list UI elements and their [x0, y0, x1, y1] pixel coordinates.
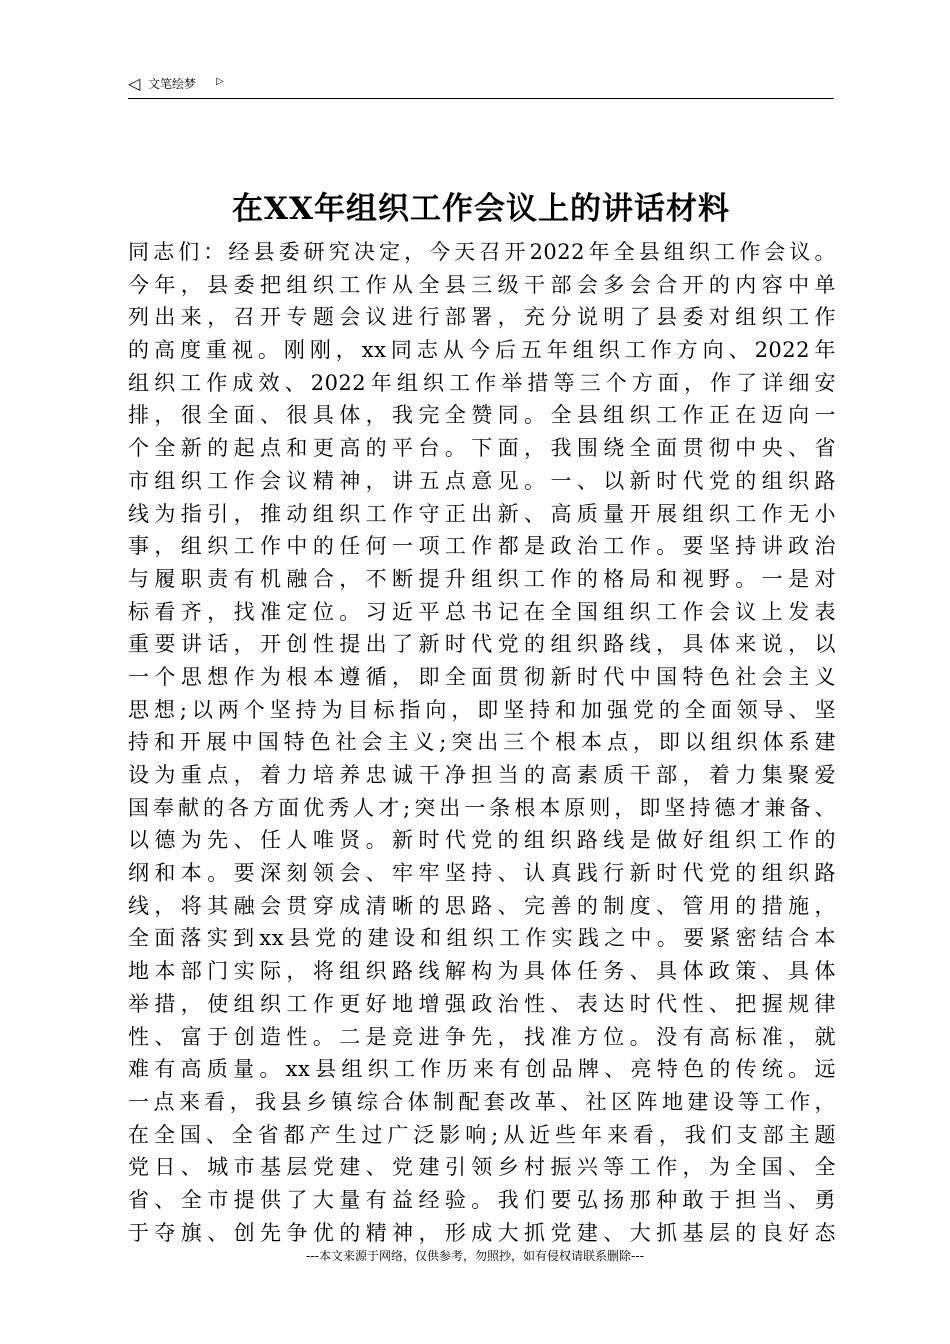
body-line: 个全新的起点和更高的平台。下面，我围绕全面贯彻中央、省	[128, 436, 836, 461]
body-line: 线，将其融会贯穿成清晰的思路、完善的制度、管用的措施，	[128, 893, 836, 918]
body-line: 标看齐，找准定位。习近平总书记在全国组织工作会议上发表	[128, 599, 836, 624]
body-line: 党日、城市基层党建、党建引领乡村振兴等工作，为全国、全	[128, 1155, 836, 1180]
page-header	[128, 74, 834, 99]
body-line: 今年，县委把组织工作从全县三级干部会多会合开的内容中单	[128, 272, 836, 297]
body-line: 思想;以两个坚持为目标指向，即坚持和加强党的全面领导、坚	[128, 697, 836, 722]
body-line: 在全国、全省都产生过广泛影响;从近些年来看，我们支部主题	[128, 1122, 836, 1147]
body-line: 纲和本。要深刻领会、牢牢坚持、认真践行新时代党的组织路	[128, 861, 836, 886]
body-line: 设为重点，着力培养忠诚干净担当的高素质干部，着力集聚爱	[128, 763, 836, 787]
body-line: 于夺旗、创先争优的精神，形成大抓党建、大抓基层的良好态	[128, 1220, 836, 1245]
body-line: 以德为先、任人唯贤。新时代党的组织路线是做好组织工作的	[128, 828, 836, 853]
page-footer-disclaimer: ---本文来源于网络，仅供参考，勿照抄，如有侵权请联系删除---	[306, 1249, 644, 1263]
body-line: 线为指引，推动组织工作守正出新、高质量开展组织工作无小	[128, 501, 836, 526]
body-line: 市组织工作会议精神，讲五点意见。一、以新时代党的组织路	[128, 468, 836, 493]
body-line: 性、富于创造性。二是竞进争先，找准方位。没有高标准，就	[128, 1024, 836, 1049]
right-triangle-icon: ▷	[216, 76, 224, 87]
body-line: 的高度重视。刚刚，xx同志从今后五年组织工作方向、2022年	[128, 338, 836, 363]
document-title: 在XX年组织工作会议上的讲话材料	[231, 191, 731, 227]
body-line: 与履职责有机融合，不断提升组织工作的格局和视野。一是对	[128, 566, 836, 591]
body-line: 持和开展中国特色社会主义;突出三个根本点，即以组织体系建	[128, 730, 836, 755]
body-line: 省、全市提供了大量有益经验。我们要弘扬那种敢于担当、勇	[128, 1187, 836, 1212]
body-line: 一个思想作为根本遵循，即全面贯彻新时代中国特色社会主义	[128, 664, 836, 689]
header-brand-text: 文笔绘梦	[148, 77, 197, 91]
body-line: 组织工作成效、2022年组织工作举措等三个方面，作了详细安	[128, 370, 836, 395]
body-line: 全面落实到xx县党的建设和组织工作实践之中。要紧密结合本	[128, 926, 836, 951]
body-line: 一点来看，我县乡镇综合体制配套改革、社区阵地建设等工作，	[128, 1089, 836, 1114]
left-triangle-icon: ◁	[128, 74, 141, 93]
body-line: 事，组织工作中的任何一项工作都是政治工作。要坚持讲政治	[128, 534, 836, 559]
body-line: 举措，使组织工作更好地增强政治性、表达时代性、把握规律	[128, 991, 836, 1016]
body-line: 同志们：经县委研究决定，今天召开2022年全县组织工作会议。	[128, 240, 836, 264]
body-line: 列出来，召开专题会议进行部署，充分说明了县委对组织工作	[128, 305, 836, 330]
body-line: 排，很全面、很具体，我完全赞同。全县组织工作正在迈向一	[128, 403, 836, 428]
body-line: 重要讲话，开创性提出了新时代党的组织路线，具体来说，以	[128, 632, 836, 657]
document-body	[128, 236, 836, 1249]
body-line: 难有高质量。xx县组织工作历来有创品牌、亮特色的传统。远	[128, 1057, 836, 1082]
body-line: 地本部门实际，将组织路线解构为具体任务、具体政策、具体	[128, 959, 836, 984]
body-line: 国奉献的各方面优秀人才;突出一条根本原则，即坚持德才兼备、	[128, 795, 836, 820]
